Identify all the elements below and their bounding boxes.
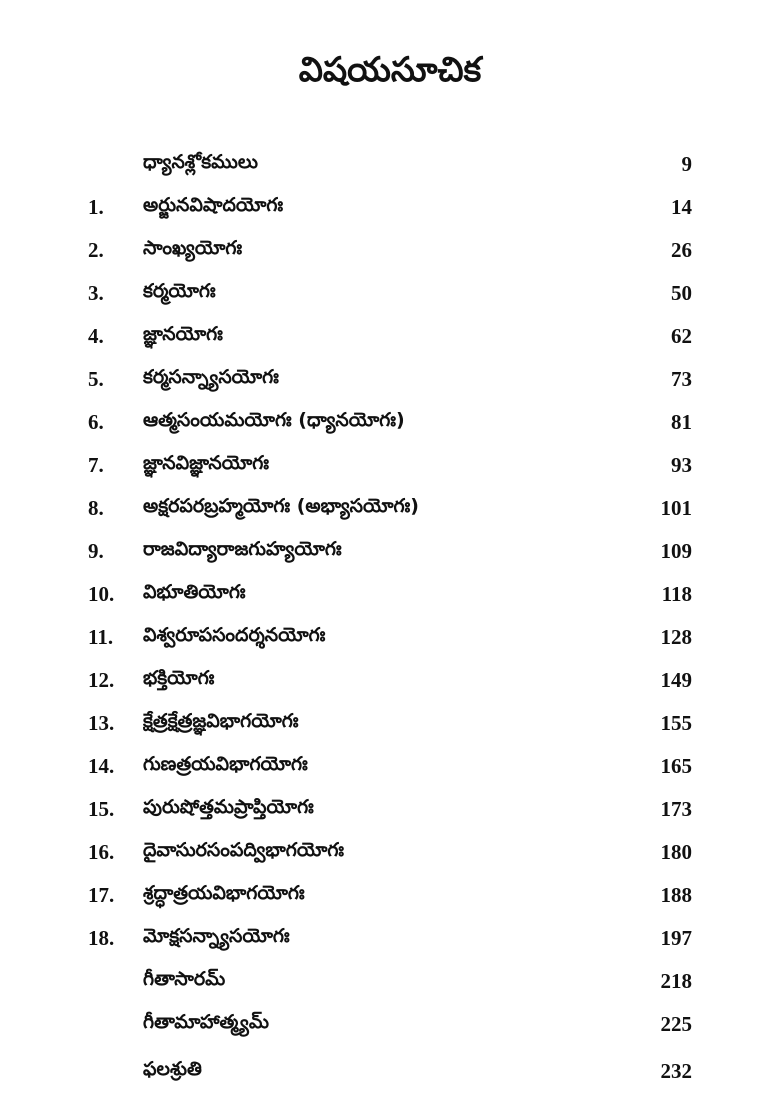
entry-title: అక్షరపరబ్రహ్మయోగః (అభ్యాసయోగః) bbox=[143, 495, 419, 517]
entry-page-number: 109 bbox=[660, 539, 692, 563]
entry-page-number: 173 bbox=[660, 797, 692, 821]
entry-number: 12. bbox=[88, 668, 115, 692]
toc-entry bbox=[88, 960, 692, 1003]
toc-entry bbox=[88, 1003, 692, 1046]
entry-page-number: 14 bbox=[671, 195, 692, 219]
entry-number: 11. bbox=[88, 625, 114, 649]
toc-entry bbox=[88, 917, 692, 960]
entry-title: దైవాసురసంపద్విభాగయోగః bbox=[143, 839, 345, 861]
page-title: విషయసూచిక bbox=[298, 50, 482, 90]
toc-entry bbox=[88, 831, 692, 874]
entry-title: ఆత్మసంయమయోగః (ధ్యానయోగః) bbox=[143, 409, 405, 431]
entry-page-number: 128 bbox=[660, 625, 692, 649]
entry-page-number: 197 bbox=[660, 926, 692, 950]
entry-title: కర్మసన్న్యాసయోగః bbox=[143, 366, 279, 388]
toc-entry bbox=[88, 487, 692, 530]
toc-entry bbox=[88, 401, 692, 444]
entry-title: క్షేత్రక్షేత్రజ్ఞవిభాగయోగః bbox=[143, 710, 299, 732]
entry-number: 8. bbox=[88, 496, 104, 520]
entry-title: గీతామాహాత్మ్యమ్ bbox=[143, 1011, 269, 1033]
toc-entry bbox=[88, 702, 692, 745]
entry-number: 7. bbox=[88, 453, 104, 477]
table-of-contents bbox=[88, 143, 692, 1093]
entry-title: జ్ఞానవిజ్ఞానయోగః bbox=[143, 452, 269, 474]
entry-number: 16. bbox=[88, 840, 115, 864]
toc-entry bbox=[88, 573, 692, 616]
entry-page-number: 118 bbox=[661, 582, 692, 606]
entry-number: 18. bbox=[88, 926, 115, 950]
toc-entry bbox=[88, 315, 692, 358]
entry-page-number: 225 bbox=[660, 1012, 692, 1036]
entry-title: విశ్వరూపసందర్శనయోగః bbox=[143, 624, 326, 646]
entry-page-number: 155 bbox=[660, 711, 692, 735]
toc-entry bbox=[88, 745, 692, 788]
entry-page-number: 62 bbox=[671, 324, 692, 348]
entry-page-number: 165 bbox=[660, 754, 692, 778]
entry-number: 1. bbox=[88, 195, 104, 219]
entry-title: సాంఖ్యయోగః bbox=[143, 237, 243, 259]
entry-title: ఫలశ్రుతి bbox=[143, 1058, 202, 1080]
entry-number: 17. bbox=[88, 883, 115, 907]
entry-page-number: 81 bbox=[671, 410, 692, 434]
entry-page-number: 9 bbox=[681, 152, 692, 176]
entry-title: జ్ఞానయోగః bbox=[143, 323, 223, 345]
entry-page-number: 26 bbox=[671, 238, 692, 262]
entry-number: 14. bbox=[88, 754, 115, 778]
entry-page-number: 218 bbox=[660, 969, 692, 993]
toc-entry bbox=[88, 186, 692, 229]
toc-entry bbox=[88, 444, 692, 487]
entry-title: శ్రద్ధాత్రయవిభాగయోగః bbox=[143, 882, 305, 904]
entry-number: 9. bbox=[88, 539, 104, 563]
entry-title: మోక్షసన్న్యాసయోగః bbox=[143, 925, 290, 947]
entry-number: 13. bbox=[88, 711, 115, 735]
entry-number: 5. bbox=[88, 367, 104, 391]
entry-page-number: 180 bbox=[660, 840, 692, 864]
toc-entry bbox=[88, 229, 692, 272]
entry-page-number: 232 bbox=[660, 1059, 692, 1083]
entry-page-number: 188 bbox=[660, 883, 692, 907]
entry-number: 2. bbox=[88, 238, 104, 262]
entry-title: గీతాసారమ్ bbox=[143, 968, 226, 990]
entry-title: అర్జునవిషాదయోగః bbox=[143, 194, 284, 216]
toc-entry bbox=[88, 659, 692, 702]
toc-entry bbox=[88, 616, 692, 659]
entry-number: 15. bbox=[88, 797, 115, 821]
entry-page-number: 149 bbox=[660, 668, 692, 692]
entry-title: విభూతియోగః bbox=[143, 581, 246, 603]
entry-number: 10. bbox=[88, 582, 115, 606]
entry-title: రాజవిద్యారాజగుహ్యయోగః bbox=[143, 538, 342, 560]
toc-entry bbox=[88, 143, 692, 186]
entry-page-number: 73 bbox=[671, 367, 692, 391]
toc-entry bbox=[88, 1050, 692, 1093]
entry-title: పురుషోత్తమప్రాప్తియోగః bbox=[143, 796, 314, 818]
toc-entry bbox=[88, 530, 692, 573]
entry-page-number: 50 bbox=[671, 281, 692, 305]
entry-number: 6. bbox=[88, 410, 104, 434]
entry-title: కర్మయోగః bbox=[143, 280, 216, 302]
entry-page-number: 93 bbox=[671, 453, 692, 477]
toc-entry bbox=[88, 358, 692, 401]
entry-page-number: 101 bbox=[660, 496, 692, 520]
entry-title: గుణత్రయవిభాగయోగః bbox=[143, 753, 308, 775]
toc-entry bbox=[88, 788, 692, 831]
toc-entry bbox=[88, 272, 692, 315]
toc-entry bbox=[88, 874, 692, 917]
entry-number: 3. bbox=[88, 281, 104, 305]
entry-title: ధ్యానశ్లోకములు bbox=[143, 151, 258, 173]
entry-number: 4. bbox=[88, 324, 104, 348]
entry-title: భక్తియోగః bbox=[143, 667, 215, 689]
